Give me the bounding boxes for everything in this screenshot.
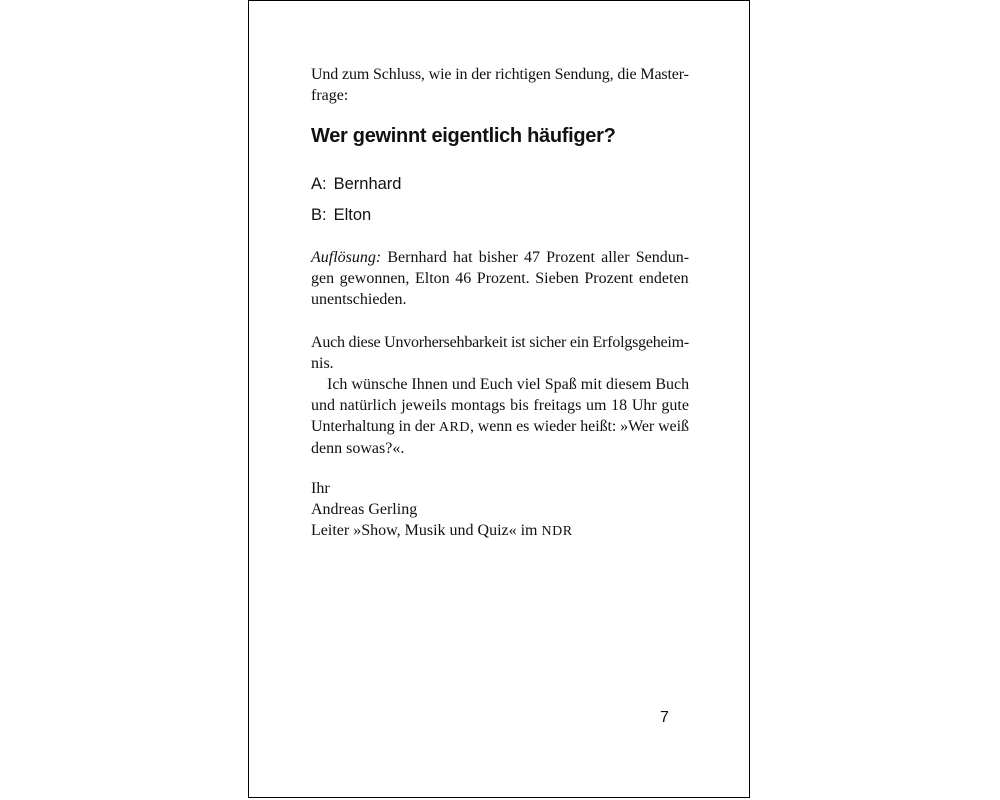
option-key: A: xyxy=(311,175,327,193)
abbr-ndr: NDR xyxy=(541,524,573,539)
page-number: 7 xyxy=(660,709,669,726)
answer-paragraph xyxy=(311,247,689,310)
intro-line: frage: xyxy=(311,87,349,104)
signature-title xyxy=(311,520,689,542)
option-a xyxy=(311,175,689,194)
intro-paragraph xyxy=(311,64,689,106)
answer-line: gen gewonnen, Elton 46 Prozent. Sieben Prozent endeten xyxy=(311,270,689,287)
closing-paragraph-1 xyxy=(311,332,689,374)
answer-line: unentschieden. xyxy=(311,291,407,308)
closing-text: Unterhaltung in der xyxy=(311,418,439,435)
closing-line: nis. xyxy=(311,355,334,372)
book-page xyxy=(248,0,750,798)
closing-line: Ich wünsche Ihnen und Euch viel Spaß mit diesem Buch xyxy=(327,376,690,393)
option-b xyxy=(311,206,689,225)
question-heading: Wer gewinnt eigentlich häufiger? xyxy=(311,125,616,147)
option-text: Bernhard xyxy=(333,175,402,193)
signature-name: Andreas Gerling xyxy=(311,501,418,518)
abbr-ard: ARD xyxy=(438,420,470,435)
closing-line: und natürlich jeweils montags bis freitags um 18 Uhr gute xyxy=(311,397,689,414)
signature-block xyxy=(311,478,689,542)
closing-text: , wenn es wieder heißt: »Wer weiß xyxy=(469,418,689,435)
answer-label: Auflösung: xyxy=(311,249,382,266)
option-key: B: xyxy=(311,206,327,224)
signature-salutation: Ihr xyxy=(311,480,330,497)
answer-text: Bernhard hat bisher 47 Prozent aller Sendun- xyxy=(381,249,690,266)
intro-line: Und zum Schluss, wie in der richtigen Sendung, die Master- xyxy=(311,66,689,83)
option-text: Elton xyxy=(333,206,372,224)
closing-line xyxy=(311,416,689,438)
closing-line: denn sowas?«. xyxy=(311,440,405,457)
signature-title-text: Leiter »Show, Musik und Quiz« im xyxy=(311,522,542,539)
closing-paragraph-2 xyxy=(311,374,689,459)
answer-line xyxy=(311,247,689,268)
closing-line: Auch diese Unvorhersehbarkeit ist sicher ein Erfolgsgeheim- xyxy=(311,334,689,351)
